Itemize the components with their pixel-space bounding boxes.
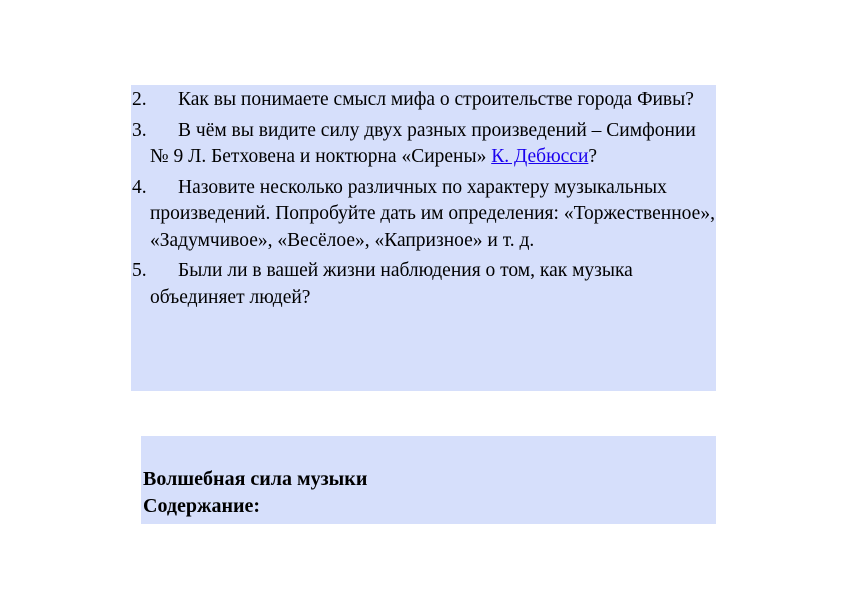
question-text: Были ли в вашей жизни наблюдения о том, как музыка объединяет людей?	[150, 260, 633, 308]
question-item-5	[131, 258, 716, 311]
debussy-link[interactable]: К. Дебюсси	[491, 146, 589, 167]
question-text: Как вы понимаете смысл мифа о строительстве города Фивы?	[178, 89, 694, 110]
lesson-block	[141, 436, 716, 524]
question-number: 3.	[132, 119, 147, 141]
lesson-title: Волшебная сила музыки	[143, 468, 368, 490]
question-text: В чём вы видите силу двух разных произведений – Симфонии № 9 Л. Бетховена и ноктюрна «Сирены»	[150, 119, 696, 167]
question-text: Назовите несколько различных по характеру музыкальных произведений. Попробуйте дать им определения: «Торжественное», «Задумчивое», «Весёлое», «Капризное» и т. д.	[150, 176, 715, 251]
contents-label: Содержание:	[143, 495, 261, 517]
question-number: 2.	[132, 89, 147, 110]
question-number: 5.	[132, 260, 147, 281]
question-item-2	[131, 87, 716, 114]
questions-block	[131, 85, 716, 391]
question-item-3	[131, 118, 716, 171]
question-item-4	[131, 175, 716, 255]
question-number: 4.	[132, 176, 147, 198]
question-text-end: ?	[588, 146, 598, 167]
